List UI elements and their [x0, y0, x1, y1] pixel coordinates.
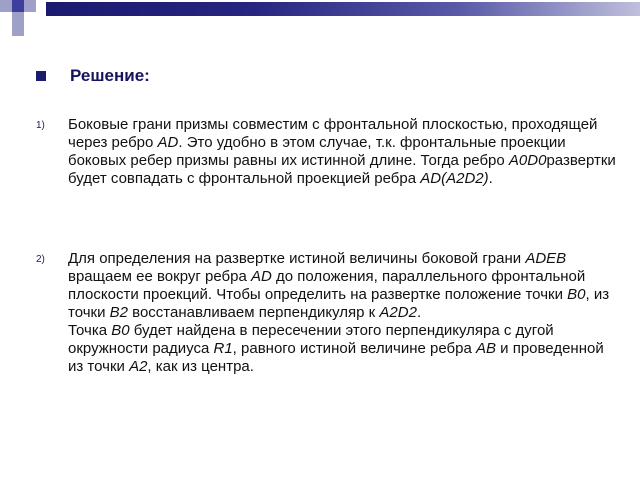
paragraph: [68, 322, 616, 376]
italic-term: A0D0: [508, 152, 547, 169]
paragraph: [68, 250, 616, 322]
text-segment: развертки будет совпадать с фронтальной проекцией ребра: [68, 152, 616, 187]
text-segment: , из точки: [68, 286, 610, 321]
italic-term: B0: [567, 286, 586, 303]
text-segment: Боковые грани призмы совместим с фронтальной плоскостью, проходящей через ребро: [68, 116, 598, 151]
list-item: [36, 116, 616, 188]
italic-term: B0: [111, 322, 130, 339]
italic-term: ADEB: [525, 250, 567, 267]
text-segment: Точка: [68, 322, 112, 339]
text-segment: .: [488, 170, 493, 187]
text-segment: , равного истиной величине ребра: [232, 340, 476, 357]
text-segment: , как из центра.: [147, 358, 254, 375]
title-row: [36, 66, 150, 86]
text-segment: Для определения на развертке истиной величины боковой грани: [68, 250, 526, 267]
header-bar: [46, 2, 640, 16]
paragraph: [68, 116, 616, 188]
italic-term: B2: [109, 304, 128, 321]
item-number: 2): [36, 254, 45, 265]
item-number: 1): [36, 120, 45, 131]
list-item: [36, 250, 616, 376]
text-segment: .: [416, 304, 422, 321]
text-segment: вращаем ее вокруг ребра: [68, 268, 251, 285]
italic-term: R1: [213, 340, 233, 357]
text-segment: и проведенной из точки: [68, 340, 604, 375]
italic-term: A2: [129, 358, 148, 375]
text-segment: . Это удобно в этом случае, т.к. фронтальные проекции боковых ребер призмы равны их истинной длине. Тогда ребро: [68, 134, 566, 169]
italic-term: AD(A2D2): [420, 170, 489, 187]
decorative-squares: [0, 0, 48, 38]
text-segment: будет найдена в пересечении этого перпендикуляра с дугой окружности радиуса: [68, 322, 554, 357]
text-segment: восстанавливаем перпендикуляр к: [128, 304, 380, 321]
item-text: [68, 250, 616, 376]
item-text: [68, 116, 616, 188]
italic-term: AD: [157, 134, 179, 151]
slide-title: Решение:: [70, 66, 150, 85]
italic-term: AB: [475, 340, 496, 357]
text-segment: до положения, параллельного фронтальной плоскости проекций. Чтобы определить на развертке положение точки: [68, 268, 586, 303]
italic-term: A2D2: [379, 304, 417, 321]
square-bullet-icon: [36, 71, 46, 81]
italic-term: AD: [251, 268, 272, 285]
